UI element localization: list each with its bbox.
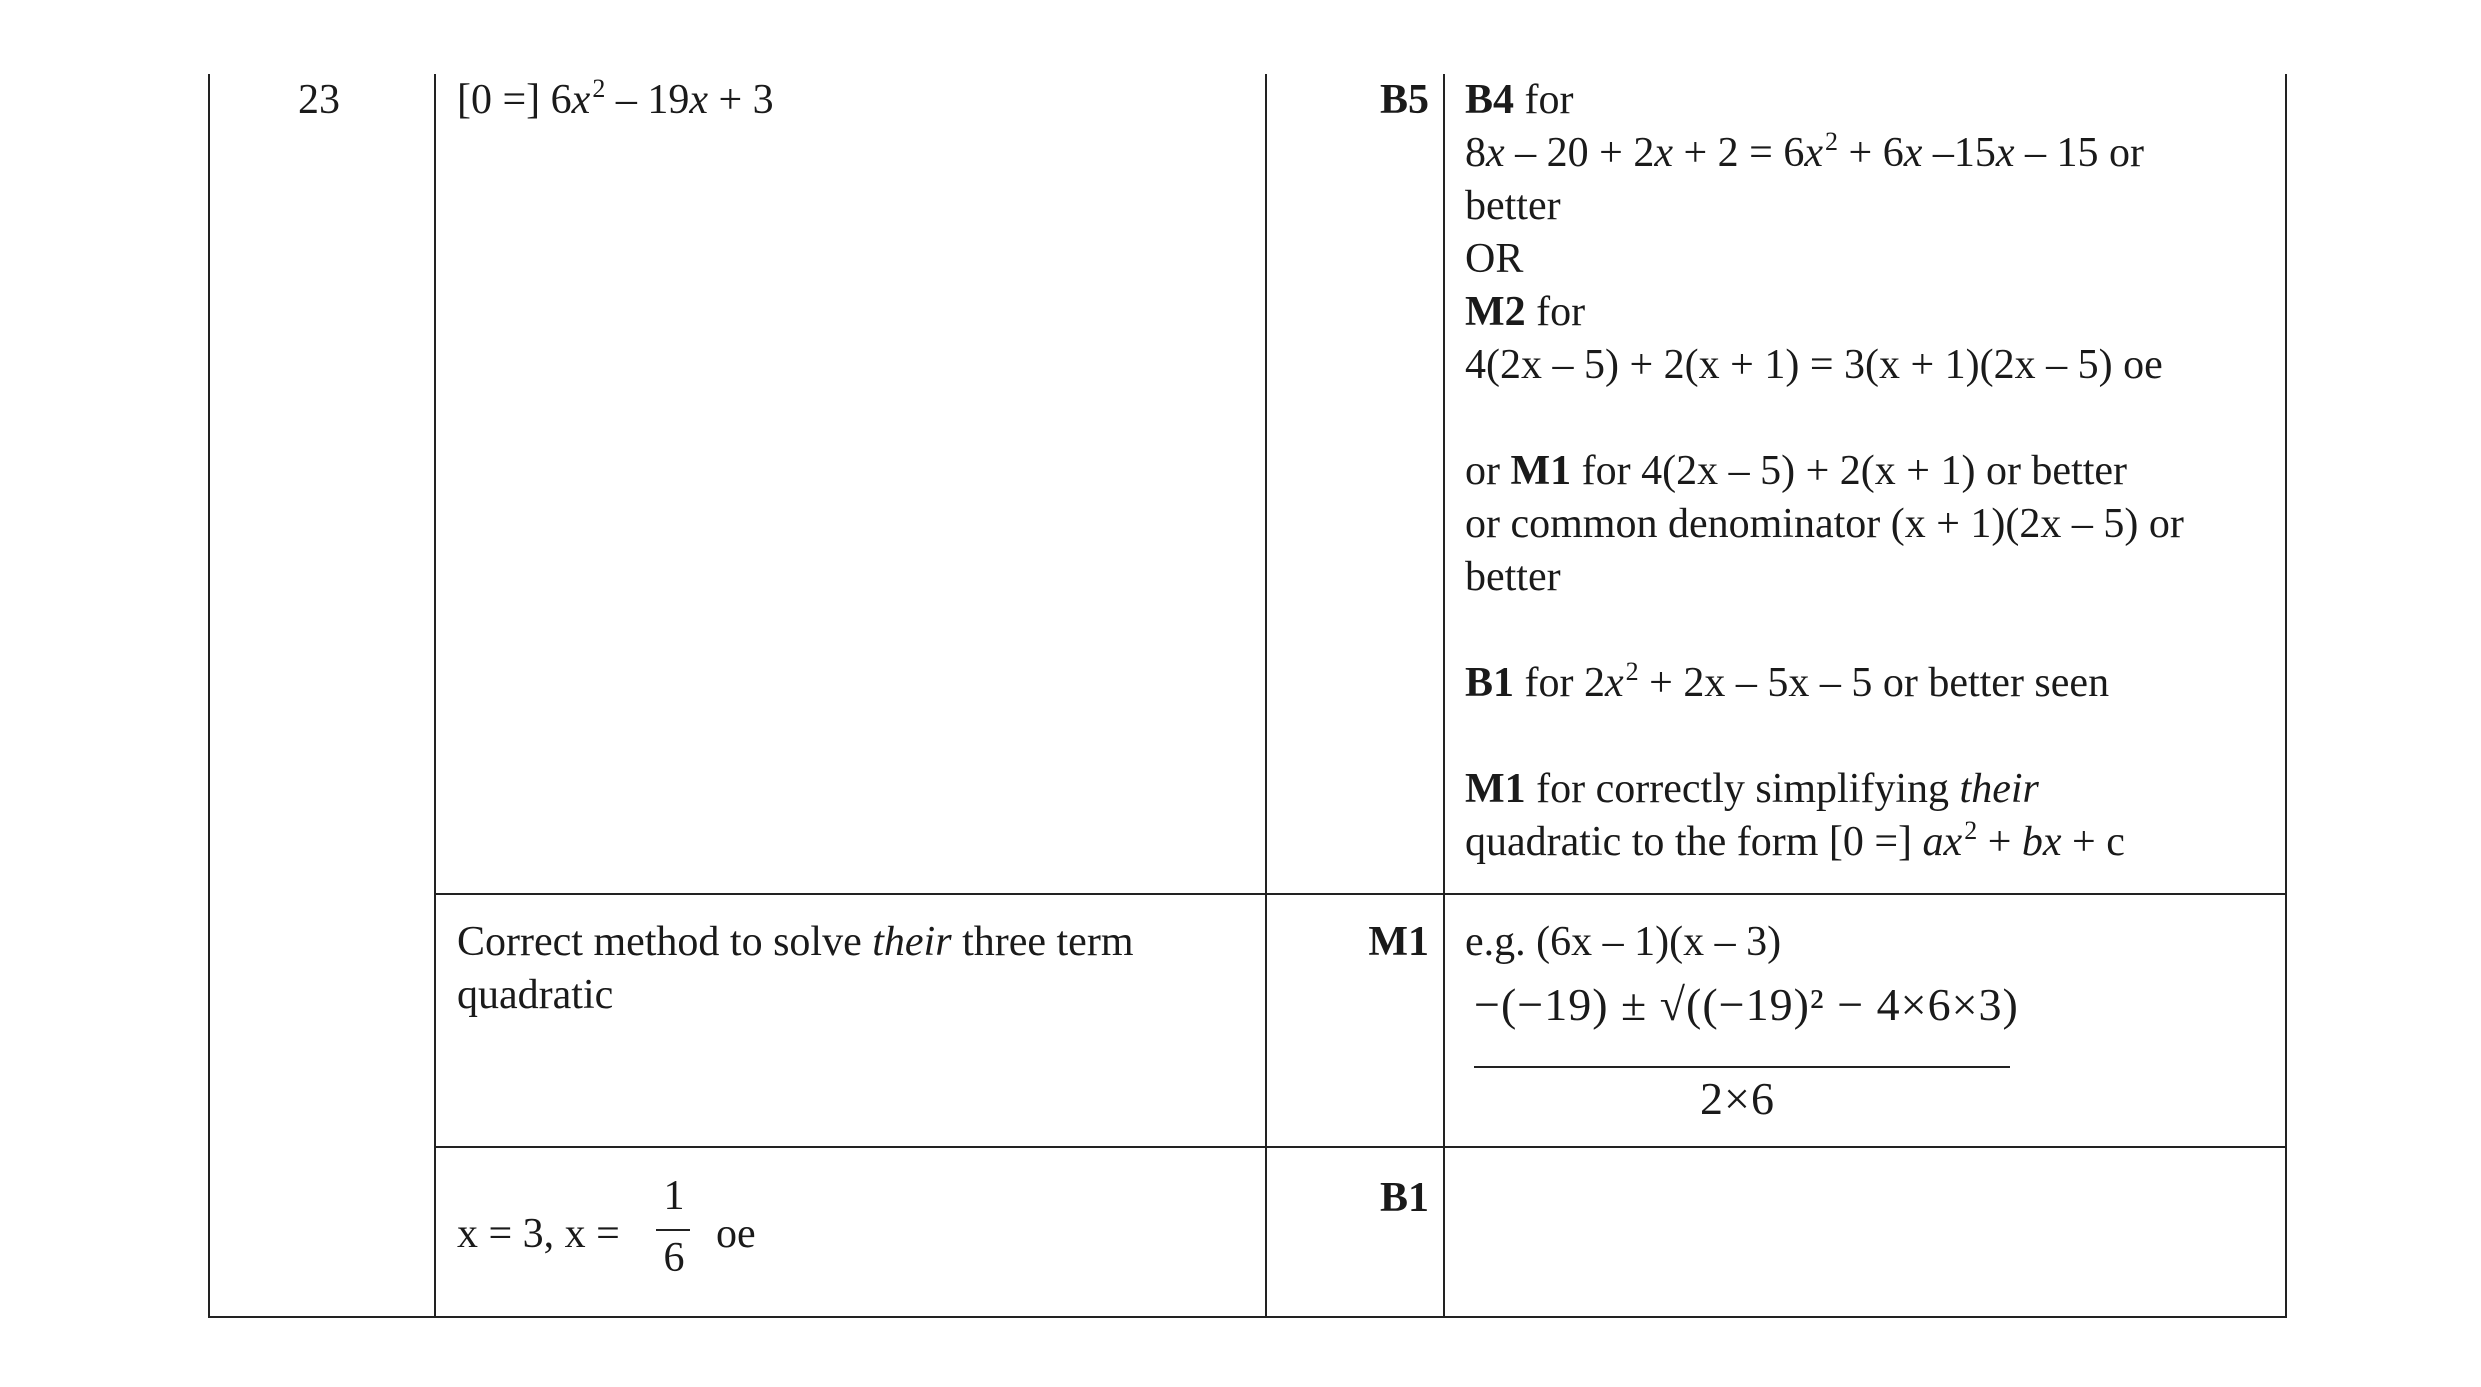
table-border-right	[2285, 74, 2287, 1318]
guidance-common-denominator: or common denominator (x + 1)(2x – 5) or	[1465, 501, 2184, 547]
row3-mark: B1	[1379, 1175, 1429, 1221]
answer-var: x	[689, 77, 708, 123]
row2-answer-line2: quadratic	[457, 972, 614, 1018]
eq-var: ax	[1922, 819, 1963, 865]
answer-exponent: 2	[592, 74, 606, 103]
question-number: 23	[298, 77, 340, 123]
row2-answer	[457, 916, 1133, 969]
quadratic-formula-numerator: −(−19) ± √((−19)² − 4×6×3)	[1474, 979, 2019, 1030]
eq-text: – 15 or	[2014, 130, 2145, 176]
mark-code: B1	[1465, 660, 1515, 706]
answer-text: – 19	[605, 77, 690, 123]
eq-exponent: 2	[1825, 127, 1839, 156]
quadratic-formula-bar	[1474, 1066, 2010, 1068]
mark-code: M1	[1465, 766, 1526, 812]
guidance-better-2: better	[1465, 554, 1561, 600]
row-divider-1	[434, 893, 2287, 895]
eq-var: x	[1486, 130, 1505, 176]
answer-text: Correct method to solve	[457, 919, 873, 965]
answer-text: three term	[951, 919, 1134, 965]
eq-var: x	[1995, 130, 2015, 176]
answer-fraction-denominator: 6	[663, 1235, 685, 1281]
guidance-text: for correctly simplifying	[1525, 766, 1960, 812]
row-divider-2	[434, 1146, 2287, 1148]
answer-var: x	[571, 77, 591, 123]
guidance-text: for 2	[1514, 660, 1605, 706]
answer-text: [0 =] 6	[457, 77, 572, 123]
guidance-eq1	[1465, 127, 2144, 184]
guidance-text: + 2x – 5x – 5 or better seen	[1638, 660, 2110, 706]
mark-code: M1	[1510, 448, 1572, 494]
row1-mark: B5	[1379, 77, 1429, 123]
guidance-text: quadratic to the form [0 =]	[1465, 819, 1923, 865]
row2-example: e.g. (6x – 1)(x – 3)	[1465, 919, 1782, 965]
guidance-b1	[1465, 657, 2109, 714]
eq-var: x	[1654, 130, 1673, 176]
guidance-quadratic-form	[1465, 816, 2125, 873]
answer-oe: oe	[716, 1211, 756, 1257]
eq-text: 8	[1465, 130, 1486, 176]
eq-var: x	[1804, 130, 1824, 176]
column-divider-guidance	[1443, 74, 1445, 1318]
guidance-or: OR	[1465, 236, 1524, 282]
guidance-text: + c	[2061, 819, 2125, 865]
eq-exponent: 2	[1625, 657, 1639, 686]
row1-answer	[457, 74, 774, 131]
eq-var: x	[1605, 660, 1624, 706]
row3-answer	[457, 1208, 620, 1261]
guidance-better-1: better	[1465, 183, 1561, 229]
table-border-left	[208, 74, 210, 1318]
answer-fraction-numerator: 1	[663, 1173, 685, 1219]
column-divider-mark	[1265, 74, 1267, 1318]
guidance-emphasis: their	[1959, 766, 2039, 812]
answer-emphasis: their	[872, 919, 952, 965]
eq-var: x	[1903, 130, 1923, 176]
guidance-text: or	[1465, 448, 1511, 494]
guidance-m1a	[1465, 445, 2127, 498]
eq-text: + 6	[1838, 130, 1904, 176]
guidance-text: for	[1514, 77, 1574, 123]
guidance-text: +	[1977, 819, 2022, 865]
mark-code: M2	[1465, 289, 1526, 335]
eq-var: bx	[2021, 819, 2062, 865]
eq-text: – 20 + 2	[1504, 130, 1655, 176]
column-divider-answer	[434, 74, 436, 1318]
guidance-text: for	[1525, 289, 1586, 335]
eq-exponent: 2	[1964, 816, 1978, 845]
mark-code: B4	[1465, 77, 1515, 123]
guidance-m2	[1465, 286, 1585, 339]
guidance-eq2: 4(2x – 5) + 2(x + 1) = 3(x + 1)(2x – 5) oe	[1465, 342, 2163, 388]
guidance-text: for 4(2x – 5) + 2(x + 1) or better	[1571, 448, 2128, 494]
guidance-m1b	[1465, 763, 2039, 816]
table-border-bottom	[208, 1316, 2287, 1318]
mark-scheme-table	[208, 74, 2288, 1318]
eq-text: + 2 = 6	[1673, 130, 1805, 176]
answer-fraction-bar	[656, 1229, 690, 1231]
row2-mark: M1	[1368, 919, 1429, 965]
answer-text: x = 3, x =	[457, 1211, 620, 1257]
eq-text: –15	[1922, 130, 1996, 176]
guidance-b4	[1465, 74, 1574, 127]
quadratic-formula-denominator: 2×6	[1700, 1073, 1775, 1124]
answer-text: + 3	[707, 77, 774, 123]
